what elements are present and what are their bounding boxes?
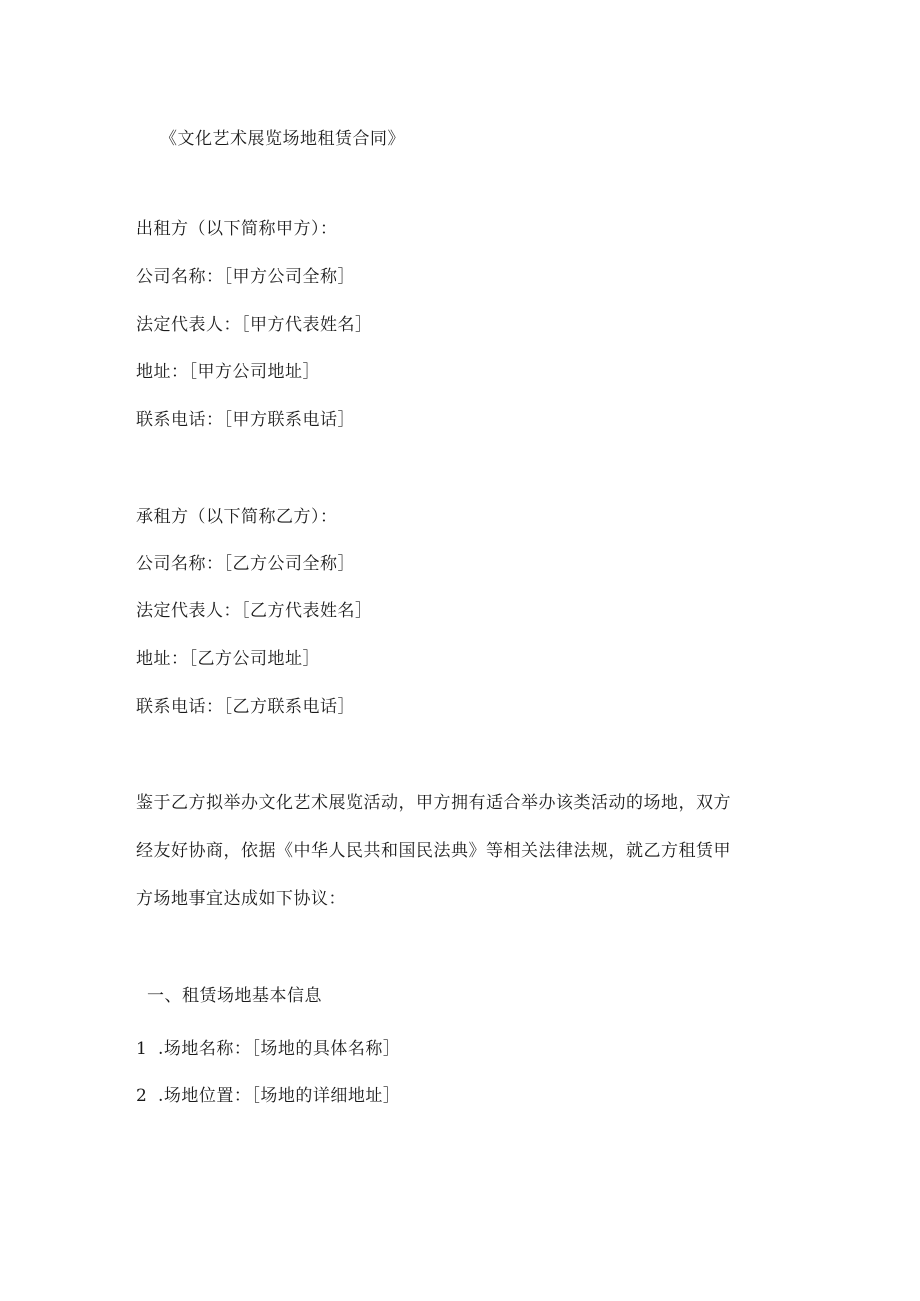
party-b-company: 公司名称：［乙方公司全称］ bbox=[136, 554, 355, 574]
preamble-paragraph bbox=[136, 792, 786, 936]
list-item-text: .场地名称：［场地的具体名称］ bbox=[158, 1039, 401, 1059]
party-a-heading: 出租方（以下简称甲方）： bbox=[136, 219, 338, 239]
list-item bbox=[136, 1038, 400, 1060]
party-b-address: 地址：［乙方公司地址］ bbox=[136, 649, 320, 669]
party-a-address: 地址：［甲方公司地址］ bbox=[136, 362, 320, 382]
preamble-line: 方场地事宜达成如下协议： bbox=[136, 889, 346, 909]
list-item-number: 1 bbox=[136, 1039, 148, 1059]
preamble-line: 鉴于乙方拟举办文化艺术展览活动，甲方拥有适合举办该类活动的场地，双方 bbox=[136, 793, 731, 813]
party-a-company: 公司名称：［甲方公司全称］ bbox=[136, 267, 355, 287]
list-item-text: .场地位置：［场地的详细地址］ bbox=[158, 1086, 401, 1106]
party-a-representative: 法定代表人：［甲方代表姓名］ bbox=[136, 315, 373, 335]
document-title: 《文化艺术展览场地租赁合同》 bbox=[160, 129, 405, 149]
list-item bbox=[136, 1085, 400, 1107]
party-b-representative: 法定代表人：［乙方代表姓名］ bbox=[136, 601, 373, 621]
preamble-line: 经友好协商，依据《中华人民共和国民法典》等相关法律法规，就乙方租赁甲 bbox=[136, 841, 731, 861]
party-b-phone: 联系电话：［乙方联系电话］ bbox=[136, 697, 355, 717]
party-b-heading: 承租方（以下简称乙方）： bbox=[136, 507, 338, 527]
party-a-phone: 联系电话：［甲方联系电话］ bbox=[136, 410, 355, 430]
section-heading: 一、租赁场地基本信息 bbox=[147, 986, 322, 1006]
list-item-number: 2 bbox=[136, 1086, 148, 1106]
